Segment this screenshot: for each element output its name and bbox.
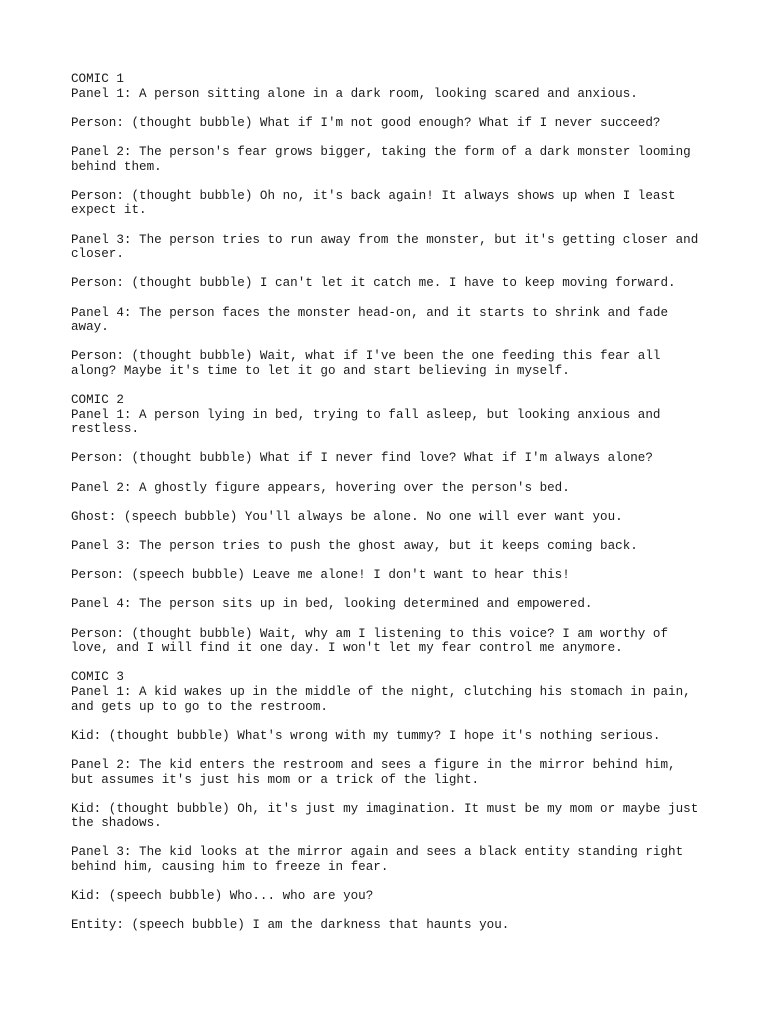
text-paragraph (71, 481, 711, 496)
text-line: behind them. (71, 159, 162, 174)
text-line: Panel 3: The kid looks at the mirror again and sees a black entity standing right (71, 845, 684, 860)
text-line: Panel 3: The person tries to run away from the monster, but it's getting closer and (71, 232, 699, 247)
text-line: Person: (thought bubble) Wait, why am I listening to this voice? I am worthy of (71, 626, 669, 641)
text-line: Person: (thought bubble) What if I never find love? What if I'm always alone? (71, 451, 653, 466)
text-line: COMIC 2 (71, 393, 124, 408)
text-line: Ghost: (speech bubble) You'll always be alone. No one will ever want you. (71, 509, 623, 524)
text-paragraph (71, 189, 711, 218)
text-line: Entity: (speech bubble) I am the darkness that haunts you. (71, 918, 510, 933)
text-line: the shadows. (71, 816, 162, 831)
text-line: Panel 3: The person tries to push the ghost away, but it keeps coming back. (71, 539, 638, 553)
text-paragraph (71, 145, 711, 174)
text-line: love, and I will find it one day. I won't let my fear control me anymore. (71, 641, 623, 656)
text-line: along? Maybe it's time to let it go and start believing in myself. (71, 363, 570, 378)
text-paragraph (71, 918, 711, 933)
text-paragraph (71, 729, 711, 744)
text-paragraph (71, 451, 711, 466)
text-paragraph (71, 72, 711, 101)
text-line: Panel 1: A person lying in bed, trying to fall asleep, but looking anxious and (71, 407, 661, 422)
text-paragraph (71, 349, 711, 378)
text-line: Person: (thought bubble) Oh no, it's back again! It always shows up when I least (71, 188, 676, 203)
text-line: Panel 4: The person sits up in bed, looking determined and empowered. (71, 597, 593, 612)
text-line: away. (71, 320, 109, 335)
text-paragraph (71, 276, 711, 291)
text-line: behind him, causing him to freeze in fear. (71, 860, 389, 875)
text-paragraph (71, 758, 711, 787)
text-line: Panel 2: The person's fear grows bigger, taking the form of a dark monster looming (71, 144, 691, 159)
text-line: Person: (speech bubble) Leave me alone! I don't want to hear this! (71, 568, 570, 583)
text-line: Panel 2: The kid enters the restroom and sees a figure in the mirror behind him, (71, 757, 676, 772)
text-paragraph (71, 306, 711, 335)
text-paragraph (71, 670, 711, 714)
text-line: Kid: (thought bubble) Oh, it's just my imagination. It must be my mom or maybe just (71, 801, 699, 816)
text-line: Person: (thought bubble) Wait, what if I've been the one feeding this fear all (71, 349, 661, 364)
text-paragraph (71, 802, 711, 831)
text-line: Kid: (thought bubble) What's wrong with my tummy? I hope it's nothing serious. (71, 728, 661, 743)
text-paragraph (71, 889, 711, 904)
text-paragraph (71, 845, 711, 874)
text-line: Panel 4: The person faces the monster head-on, and it starts to shrink and fade (71, 305, 669, 320)
text-paragraph (71, 597, 711, 612)
document-page (71, 72, 711, 948)
text-line: Panel 2: A ghostly figure appears, hovering over the person's bed. (71, 480, 570, 495)
text-line: Person: (thought bubble) What if I'm not good enough? What if I never succeed? (71, 115, 661, 130)
text-line: Kid: (speech bubble) Who... who are you? (71, 889, 374, 904)
text-line: but assumes it's just his mom or a trick of the light. (71, 772, 480, 787)
text-paragraph (71, 568, 711, 583)
text-paragraph (71, 233, 711, 262)
text-line: Person: (thought bubble) I can't let it catch me. I have to keep moving forward. (71, 276, 676, 291)
text-paragraph (71, 539, 711, 554)
text-line: and gets up to go to the restroom. (71, 699, 328, 714)
text-paragraph (71, 510, 711, 525)
text-line: COMIC 3 (71, 670, 124, 685)
text-line: closer. (71, 247, 124, 262)
text-paragraph (71, 393, 711, 437)
text-line: Panel 1: A person sitting alone in a dark room, looking scared and anxious. (71, 86, 638, 101)
text-line: Panel 1: A kid wakes up in the middle of the night, clutching his stomach in pain, (71, 684, 691, 699)
text-line: restless. (71, 422, 140, 437)
text-line: expect it. (71, 203, 147, 218)
text-line: COMIC 1 (71, 72, 124, 86)
text-paragraph (71, 627, 711, 656)
text-paragraph (71, 116, 711, 131)
